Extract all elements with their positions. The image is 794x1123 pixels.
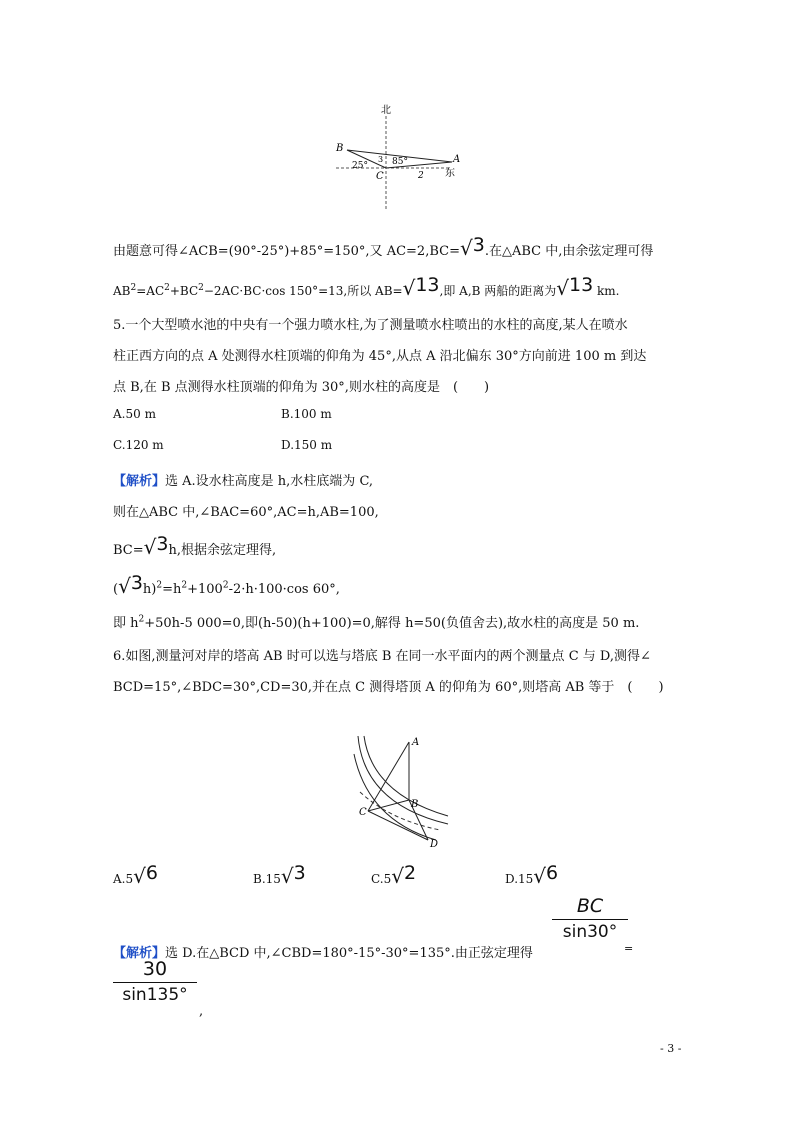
q6-option-a xyxy=(113,864,158,888)
radicand: 13 xyxy=(415,274,440,296)
angle-25-label: 25° xyxy=(352,161,368,171)
radicand: 3 xyxy=(472,234,485,256)
q5-option-b: B.100 m xyxy=(281,407,332,421)
length-2-label: 2 xyxy=(418,171,424,181)
text: 即 h xyxy=(113,616,139,631)
sqrt-icon: √ xyxy=(143,535,157,559)
page-number: - 3 - xyxy=(660,1042,682,1055)
sqrt-icon: √ xyxy=(402,276,416,300)
angle-85-label: 85° xyxy=(392,157,408,167)
text: =AC xyxy=(136,284,165,298)
denominator: sin30° xyxy=(562,922,618,942)
text: 由题意可得∠ACB=(90°-25°)+85°=150°,又 AC=2,BC= xyxy=(113,244,460,259)
radicand: 3 xyxy=(130,572,143,594)
text: A.5 xyxy=(113,872,134,886)
analysis-tag: 【解析】 xyxy=(113,474,166,489)
point-d-label: D xyxy=(430,839,439,850)
point-a-label: A xyxy=(453,154,461,165)
figure-tower-river xyxy=(350,732,460,850)
text: h,根据余弦定理得, xyxy=(168,543,277,558)
question6-line2: BCD=15°,∠BDC=30°,CD=30,并在点 C 测得塔顶 A 的仰角为 60°,则塔高 AB 等于 ( ) xyxy=(113,680,664,695)
radicand: 3 xyxy=(156,533,169,555)
text: −2AC·BC·cos 150°=13,所以 AB= xyxy=(203,284,403,298)
q6-option-b xyxy=(253,864,306,888)
analysis-tag: 【解析】 xyxy=(113,946,166,961)
solution4-line1 xyxy=(113,236,653,260)
fraction-30-over-sin135 xyxy=(113,958,197,1005)
text: AB xyxy=(113,284,131,298)
text: BC= xyxy=(113,543,144,558)
text: =h xyxy=(162,582,182,597)
sup: 2 xyxy=(181,580,188,591)
point-c-label: C xyxy=(359,807,367,818)
tower-base-label: B xyxy=(411,799,419,810)
fraction-bar xyxy=(552,919,628,920)
sqrt-icon: √ xyxy=(391,864,404,888)
solution5-line4 xyxy=(113,574,340,598)
question5-line2: 柱正西方向的点 A 处测得水柱顶端的仰角为 45°,从点 A 沿北偏东 30°方向前进 100 m 到达 xyxy=(113,349,647,364)
sup: 2 xyxy=(222,580,229,591)
radicand: 2 xyxy=(403,862,417,884)
text: 选 D.在△BCD 中,∠CBD=180°-15°-30°=135°.由正弦定理得 xyxy=(165,946,533,961)
text: 选 A.设水柱高度是 h,水柱底端为 C, xyxy=(165,474,374,489)
text: D.15 xyxy=(505,872,534,886)
sqrt-icon: √ xyxy=(556,276,570,300)
text: +50h-5 000=0,即(h-50)(h+100)=0,解得 h=50(负值舍去),故水柱的高度是 50 m. xyxy=(144,616,640,631)
figure-ship-bearing xyxy=(330,100,470,212)
solution5-line2: 则在△ABC 中,∠BAC=60°,AC=h,AB=100, xyxy=(113,505,379,520)
radicand: 3 xyxy=(293,862,306,884)
point-c-label: C xyxy=(376,171,384,182)
sup: 2 xyxy=(156,580,163,591)
numerator: 30 xyxy=(142,958,168,980)
solution5-line5 xyxy=(113,612,639,631)
sqrt-icon: √ xyxy=(533,864,547,888)
tower-top-label: A xyxy=(412,737,420,748)
question5-line3: 点 B,在 B 点测得水柱顶端的仰角为 30°,则水柱的高度是 ( ) xyxy=(113,380,490,395)
text: +BC xyxy=(169,284,199,298)
text: ( xyxy=(113,582,119,597)
text: +100 xyxy=(187,582,223,597)
point-b-label: B xyxy=(336,143,344,154)
text: B.15 xyxy=(253,872,281,886)
text: km. xyxy=(593,284,620,298)
sqrt-icon: √ xyxy=(459,236,473,260)
solution5-line1 xyxy=(113,470,373,489)
q6-option-c xyxy=(371,864,416,888)
text: C.5 xyxy=(371,872,392,886)
radicand: 6 xyxy=(145,862,158,884)
sqrt-icon: √ xyxy=(118,574,131,598)
q5-option-c: C.120 m xyxy=(113,438,164,452)
q5-option-a: A.50 m xyxy=(113,407,156,421)
equals-sign: = xyxy=(624,942,634,955)
solution5-line3 xyxy=(113,535,276,559)
trailing-comma: , xyxy=(199,1004,204,1019)
sqrt-icon: √ xyxy=(280,864,294,888)
sup: 2 xyxy=(138,614,145,625)
q6-option-d xyxy=(505,864,558,888)
fraction-bc-over-sin30 xyxy=(552,895,628,942)
radicand: 6 xyxy=(546,862,559,884)
denominator: sin135° xyxy=(122,985,188,1005)
sup: 2 xyxy=(198,283,204,293)
question6-line1: 6.如图,测量河对岸的塔高 AB 时可以选与塔底 B 在同一水平面内的两个测量点 C 与 D,测得∠ xyxy=(113,649,651,664)
angle-3-label: 3 xyxy=(378,155,384,164)
text: -2·h·100·cos 60°, xyxy=(228,582,340,597)
solution4-line2 xyxy=(113,276,620,300)
numerator: BC xyxy=(576,895,604,917)
north-label: 北 xyxy=(381,105,391,116)
sqrt-icon: √ xyxy=(133,864,146,888)
q5-option-d: D.150 m xyxy=(281,438,333,452)
radicand: 13 xyxy=(569,274,594,296)
fraction-bar xyxy=(113,982,197,983)
sup: 2 xyxy=(130,283,137,293)
text: ,即 A,B 两船的距离为 xyxy=(439,284,557,298)
east-label: 东 xyxy=(445,168,455,179)
question5-line1: 5.一个大型喷水池的中央有一个强力喷水柱,为了测量喷水柱喷出的水柱的高度,某人在喷水 xyxy=(113,318,628,333)
text: .在△ABC 中,由余弦定理可得 xyxy=(484,244,654,259)
text: h) xyxy=(142,582,157,597)
sup: 2 xyxy=(164,283,170,293)
